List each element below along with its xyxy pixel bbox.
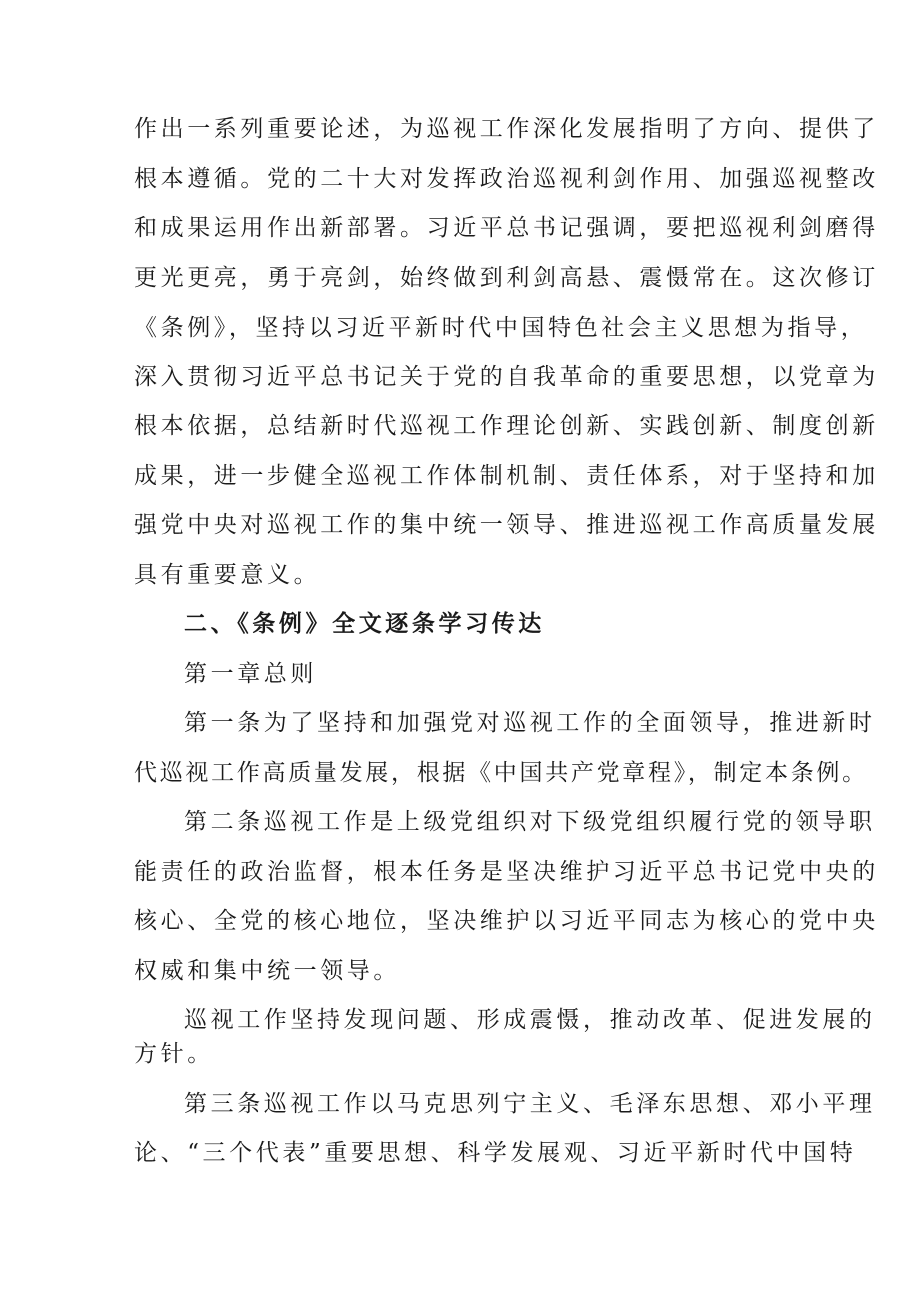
paragraph-line: 根本遵循。党的二十大对发挥政治巡视利剑作用、加强巡视整改 <box>134 166 879 192</box>
paragraph-line: 第一条为了坚持和加强党对巡视工作的全面领导，推进新时 <box>184 710 876 736</box>
paragraph-line: 成果，进一步健全巡视工作体制机制、责任体系，对于坚持和加 <box>134 463 879 489</box>
paragraph-line: 具有重要意义。 <box>134 562 321 588</box>
paragraph-line: 《条例》，坚持以习近平新时代中国特色社会主义思想为指导， <box>134 315 868 341</box>
paragraph-line: 和成果运用作出新部署。习近平总书记强调，要把巡视利剑磨得 <box>134 215 879 241</box>
paragraph-line: 核心、全党的核心地位，坚决维护以习近平同志为核心的党中央 <box>134 908 879 934</box>
paragraph-line: 深入贯彻习近平总书记关于党的自我革命的重要思想，以党章为 <box>134 364 879 390</box>
paragraph-line: 强党中央对巡视工作的集中统一领导、推进巡视工作高质量发展 <box>134 512 879 538</box>
paragraph-line: 第二条巡视工作是上级党组织对下级党组织履行党的领导职 <box>184 809 876 835</box>
paragraph-line: 作出一系列重要论述，为巡视工作深化发展指明了方向、提供了 <box>134 116 879 142</box>
paragraph-line: 根本依据，总结新时代巡视工作理论创新、实践创新、制度创新 <box>134 413 879 439</box>
paragraph-line: 方针。 <box>134 1041 214 1067</box>
paragraph-line: 能责任的政治监督，根本任务是坚决维护习近平总书记党中央的 <box>134 859 879 885</box>
paragraph-line: 论、“三个代表”重要思想、科学发展观、习近平新时代中国特 <box>134 1140 857 1166</box>
paragraph-line: 巡视工作坚持发现问题、形成震慑，推动改革、促进发展的 <box>184 1007 876 1033</box>
paragraph-line: 更光更亮，勇于亮剑，始终做到利剑高悬、震慑常在。这次修订 <box>134 265 879 291</box>
chapter-title: 第一章总则 <box>184 661 317 687</box>
section-heading: 二、《条例》全文逐条学习传达 <box>184 611 545 637</box>
paragraph-line: 代巡视工作高质量发展，根据《中国共产党章程》，制定本条例。 <box>134 760 868 786</box>
paragraph-line: 第三条巡视工作以马克思列宁主义、毛泽东思想、邓小平理 <box>184 1091 876 1117</box>
paragraph-line: 权威和集中统一领导。 <box>134 958 400 984</box>
